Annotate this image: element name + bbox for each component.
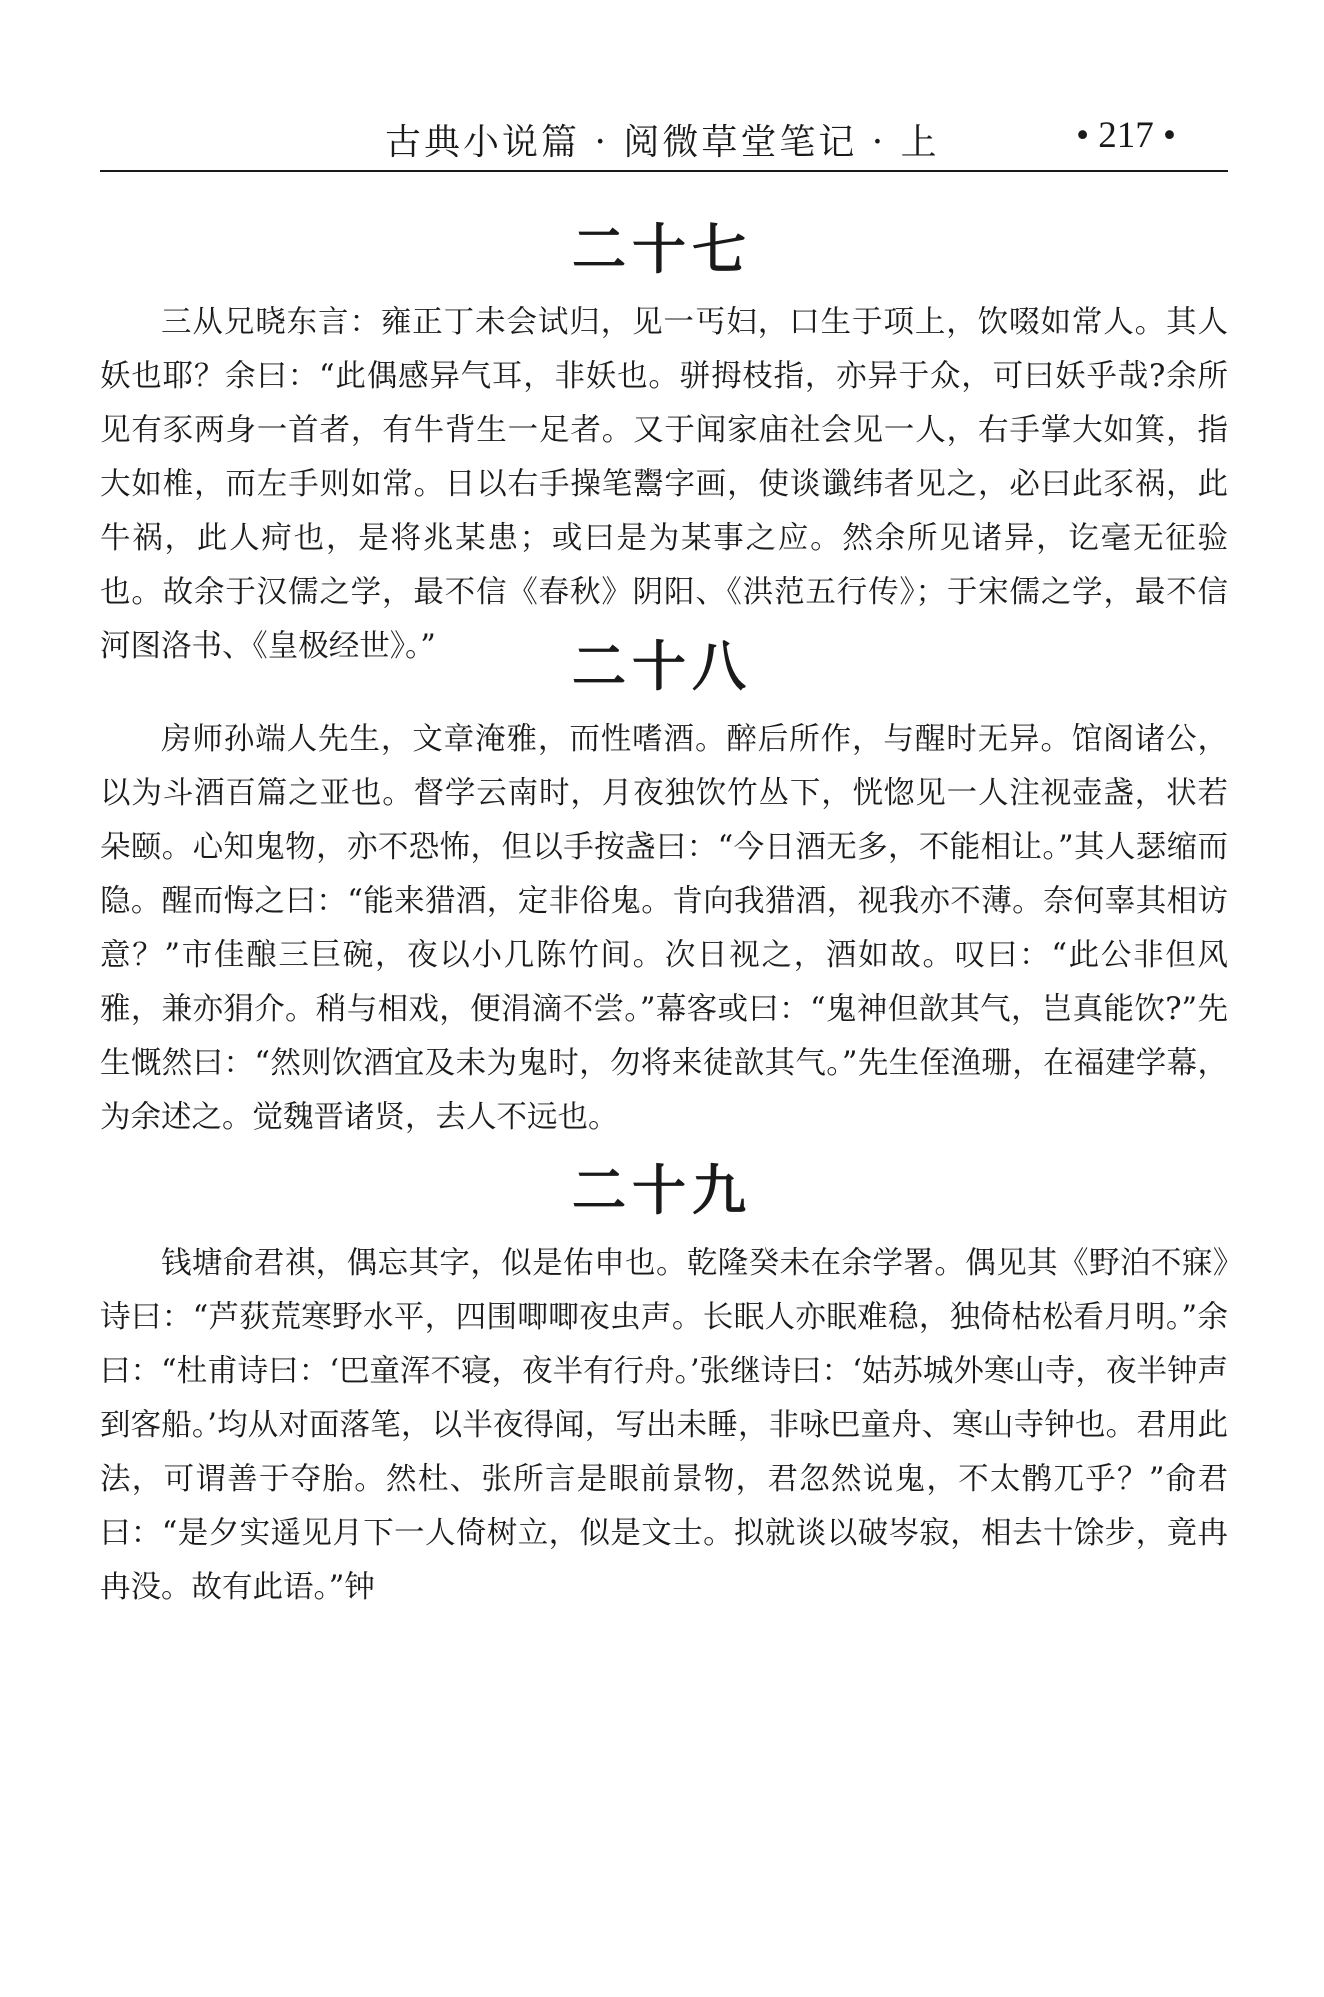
section-text-27: 三从兄晓东言：雍正丁未会试归，见一丐妇，口生于项上，饮啜如常人。其人妖也耶？余曰：“此偶感异气耳，非妖也。骈拇枝指，亦异于众，可曰妖乎哉?余所见有豕两身一首者，有牛背生一足者。又于闻家庙社会见一人，右手掌大如箕，指大如椎，而左手则如常。日以右手操笔鬻字画，使谈谶纬者见之，必曰此豕祸，此牛祸，此人疴也，是将兆某患；或曰是为某事之应。然余所见诸异，讫毫无征验也。故余于汉儒之学，最不信《春秋》阴阳、《洪范五行传》；于宋儒之学，最不信河图洛书、《皇极经世》。” <box>100 305 1228 664</box>
section-text-29: 钱塘俞君祺，偶忘其字，似是佑申也。乾隆癸未在余学署。偶见其《野泊不寐》诗曰：“芦荻荒寒野水平，四围唧唧夜虫声。长眠人亦眠难稳，独倚枯松看月明。”余曰：“杜甫诗曰：‘巴童浑不寝，夜半有行舟。’张继诗曰：‘姑苏城外寒山寺，夜半钟声到客船。’均从对面落笔，以半夜得闻，写出未睡，非咏巴童舟、寒山寺钟也。君用此法，可谓善于夺胎。然杜、张所言是眼前景物，君忽然说鬼，不太鹘兀乎？”俞君曰：“是夕实遥见月下一人倚树立，似是文士。拟就谈以破岑寂，相去十馀步，竟冉冉没。故有此语。”钟 <box>100 1246 1228 1605</box>
section-title-29: 二十九 <box>572 1159 752 1222</box>
header-title: 古典小说篇 · 阅微草堂笔记 · 上 <box>385 122 940 163</box>
running-header <box>100 108 1228 172</box>
section-title-28: 二十八 <box>572 635 752 698</box>
page-number: • 217 • <box>1076 115 1176 156</box>
section-text-28: 房师孙端人先生，文章淹雅，而性嗜酒。醉后所作，与醒时无异。馆阁诸公，以为斗酒百篇之亚也。督学云南时，月夜独饮竹丛下，恍惚见一人注视壶盏，状若朵颐。心知鬼物，亦不恐怖，但以手按盏曰：“今日酒无多，不能相让。”其人瑟缩而隐。醒而悔之曰：“能来猎酒，定非俗鬼。肯向我猎酒，视我亦不薄。奈何辜其相访意？”市佳酿三巨碗，夜以小几陈竹间。次日视之，酒如故。叹曰：“此公非但风雅，兼亦狷介。稍与相戏，便涓滴不尝。”幕客或曰：“鬼神但歆其气，岂真能饮?”先生慨然曰：“然则饮酒宜及未为鬼时，勿将来徒歆其气。”先生侄渔珊，在福建学幕，为余述之。觉魏晋诸贤，去人不远也。 <box>100 722 1228 1135</box>
section-title-27: 二十七 <box>572 218 752 281</box>
